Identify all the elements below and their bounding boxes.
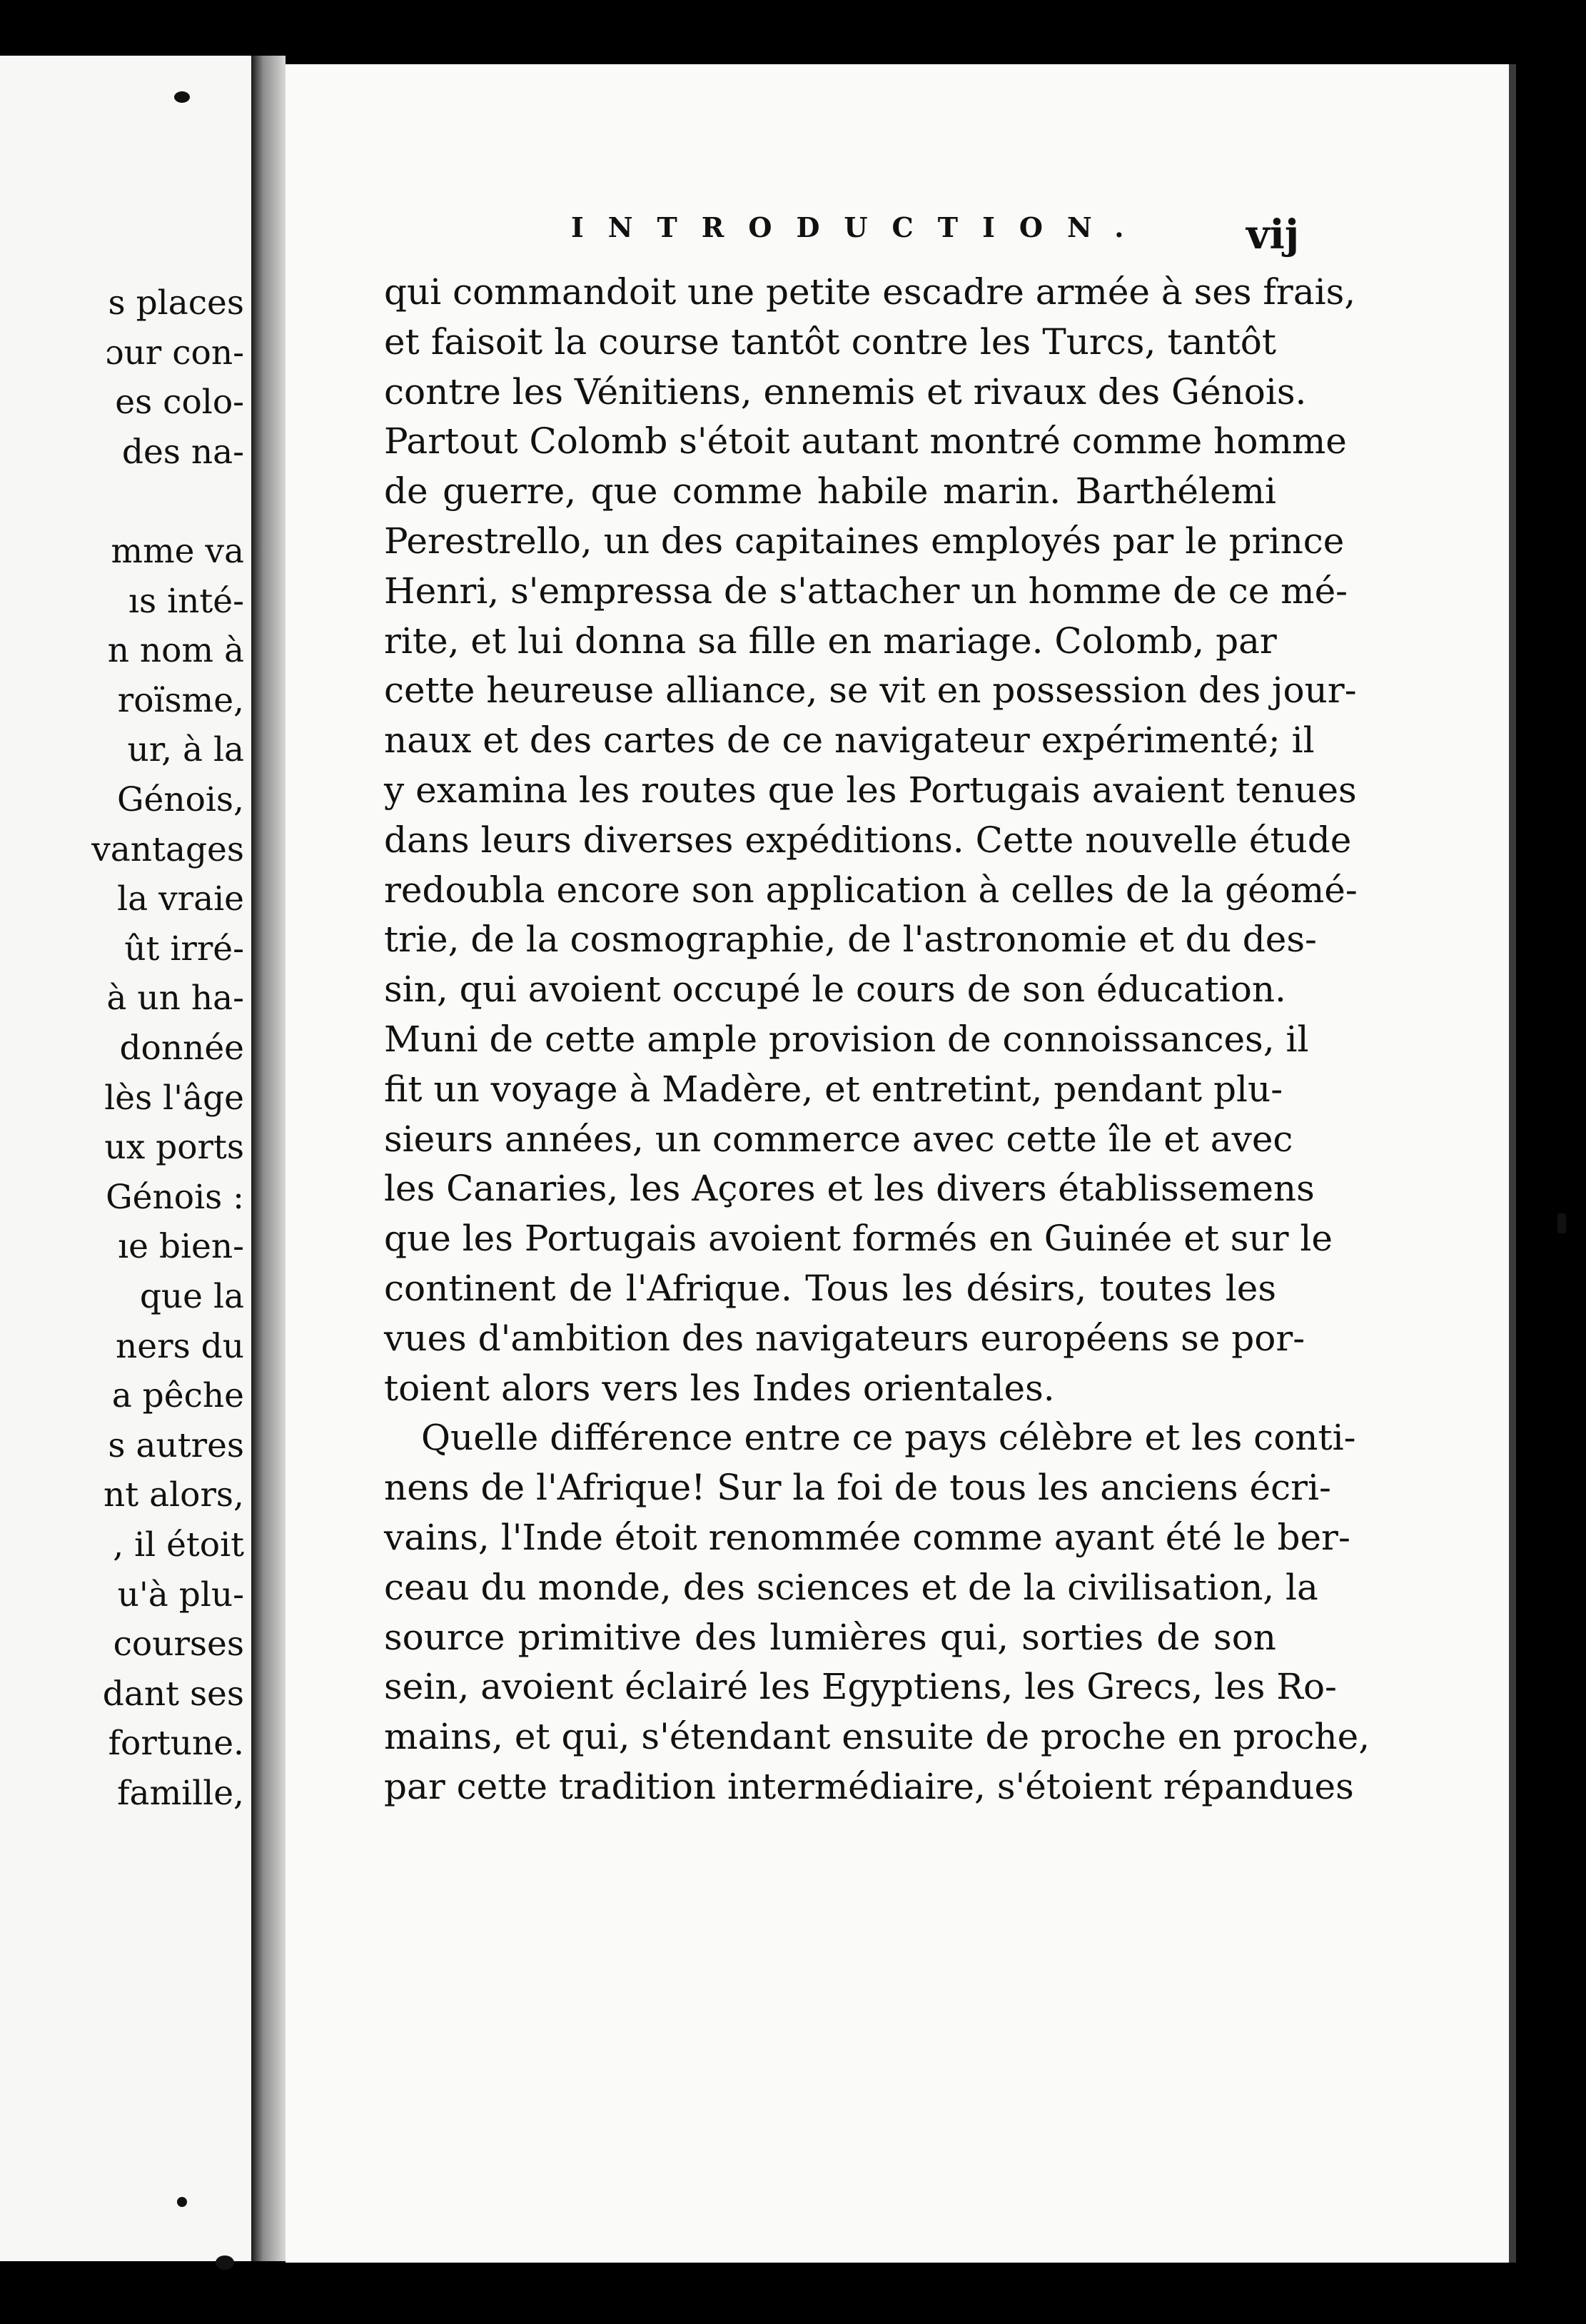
left-page-line: mme va xyxy=(111,532,244,571)
body-line: qui commandoit une petite escadre armée à ses frais, xyxy=(384,271,1356,313)
body-line: que les Portugais avoient formés en Guinée et sur le xyxy=(384,1218,1333,1260)
body-line: dans leurs diverses expéditions. Cette nouvelle étude xyxy=(384,819,1352,861)
left-page-line: roïsme, xyxy=(117,680,244,720)
left-page-line: Génois, xyxy=(116,780,244,819)
running-head: INTRODUCTION. xyxy=(571,211,1148,243)
body-line: Partout Colomb s'étoit autant montré comme homme xyxy=(384,420,1347,463)
body-line: redoubla encore son application à celles de la géomé- xyxy=(384,869,1358,911)
body-line: fit un voyage à Madère, et entretint, pendant plu- xyxy=(384,1068,1283,1110)
left-page-line: nt alors, xyxy=(103,1475,244,1515)
body-line: source primitive des lumières qui, sorties de son xyxy=(384,1616,1276,1658)
left-page-line: es colo- xyxy=(115,383,244,423)
body-line: sin, qui avoient occupé le cours de son éducation. xyxy=(384,969,1286,1011)
left-page-line: s places xyxy=(108,283,244,323)
left-page-line: courses xyxy=(113,1625,244,1664)
body-line: naux et des cartes de ce navigateur expérimenté; il xyxy=(384,719,1315,762)
left-page-line: fortune. xyxy=(108,1724,244,1764)
body-line: et faisoit la course tantôt contre les Turcs, tantôt xyxy=(384,320,1276,363)
left-page xyxy=(0,56,251,2261)
ink-speck xyxy=(1557,1213,1566,1233)
body-line: par cette tradition intermédiaire, s'étoient répandues xyxy=(384,1766,1354,1807)
left-page-line: ur, à la xyxy=(127,730,244,770)
left-page-line: famille, xyxy=(117,1774,244,1813)
left-page-line: a pêche xyxy=(111,1376,244,1416)
left-page-line: ıe bien- xyxy=(118,1227,244,1267)
left-page-line: ût irré- xyxy=(124,929,244,969)
ink-speck xyxy=(177,2197,187,2207)
body-line: Muni de cette ample provision de connoissances, il xyxy=(384,1019,1309,1060)
body-line: vues d'ambition des navigateurs européens se por- xyxy=(384,1317,1305,1359)
page-gutter xyxy=(251,56,286,2261)
page-edge xyxy=(1509,64,1516,2263)
body-line: les Canaries, les Açores et les divers établissemens xyxy=(384,1168,1315,1210)
body-line: ceau du monde, des sciences et de la civilisation, la xyxy=(384,1566,1318,1608)
body-line: vains, l'Inde étoit renommée comme ayant été le ber- xyxy=(384,1517,1350,1558)
left-page-line: lès l'âge xyxy=(104,1078,244,1118)
left-page-line: u'à plu- xyxy=(117,1575,244,1615)
page-number: vij xyxy=(1246,211,1300,258)
left-page-line: à un ha- xyxy=(106,979,244,1019)
body-line: contre les Vénitiens, ennemis et rivaux des Génois. xyxy=(384,370,1307,413)
left-page-line: ıs inté- xyxy=(128,581,244,621)
body-line: Henri, s'empressa de s'attacher un homme de ce mé- xyxy=(384,570,1348,612)
body-line: rite, et lui donna sa fille en mariage. Colomb, par xyxy=(384,620,1277,662)
body-line: de guerre, que comme habile marin. Barthélemi xyxy=(384,470,1276,512)
left-page-line: n nom à xyxy=(107,631,244,671)
left-page-line: vantages xyxy=(91,829,244,869)
left-page-line: s autres xyxy=(108,1425,244,1465)
body-line: y examina les routes que les Portugais avaient tenues xyxy=(384,769,1357,811)
left-page-line: ners du xyxy=(116,1326,244,1366)
body-line: Perestrello, un des capitaines employés par le prince xyxy=(384,520,1345,562)
body-line: continent de l'Afrique. Tous les désirs, toutes les xyxy=(384,1268,1276,1309)
body-line: mains, et qui, s'étendant ensuite de proche en proche, xyxy=(384,1716,1370,1758)
left-page-line: des na- xyxy=(121,432,244,472)
left-page-line: que la xyxy=(139,1277,244,1316)
body-line: toient alors vers les Indes orientales. xyxy=(384,1367,1055,1409)
body-line: Quelle différence entre ce pays célèbre et les conti- xyxy=(421,1417,1356,1459)
body-line: trie, de la cosmographie, de l'astronomie et du des- xyxy=(384,919,1317,961)
ink-speck xyxy=(174,91,190,103)
left-page-line: la vraie xyxy=(117,879,244,919)
left-page-line: Génois : xyxy=(106,1177,244,1217)
left-page-line: , il étoit xyxy=(113,1525,244,1565)
left-page-line: dant ses xyxy=(102,1674,244,1714)
left-page-line: ɔur con- xyxy=(105,333,244,373)
body-line: nens de l'Afrique! Sur la foi de tous les anciens écri- xyxy=(384,1467,1331,1509)
left-page-line: donnée xyxy=(119,1029,244,1068)
left-page-line: ux ports xyxy=(104,1128,244,1168)
ink-speck xyxy=(216,2255,234,2270)
body-line: sieurs années, un commerce avec cette île et avec xyxy=(384,1118,1293,1160)
body-line: sein, avoient éclairé les Egyptiens, les Grecs, les Ro- xyxy=(384,1666,1337,1708)
body-line: cette heureuse alliance, se vit en possession des jour- xyxy=(384,670,1357,712)
